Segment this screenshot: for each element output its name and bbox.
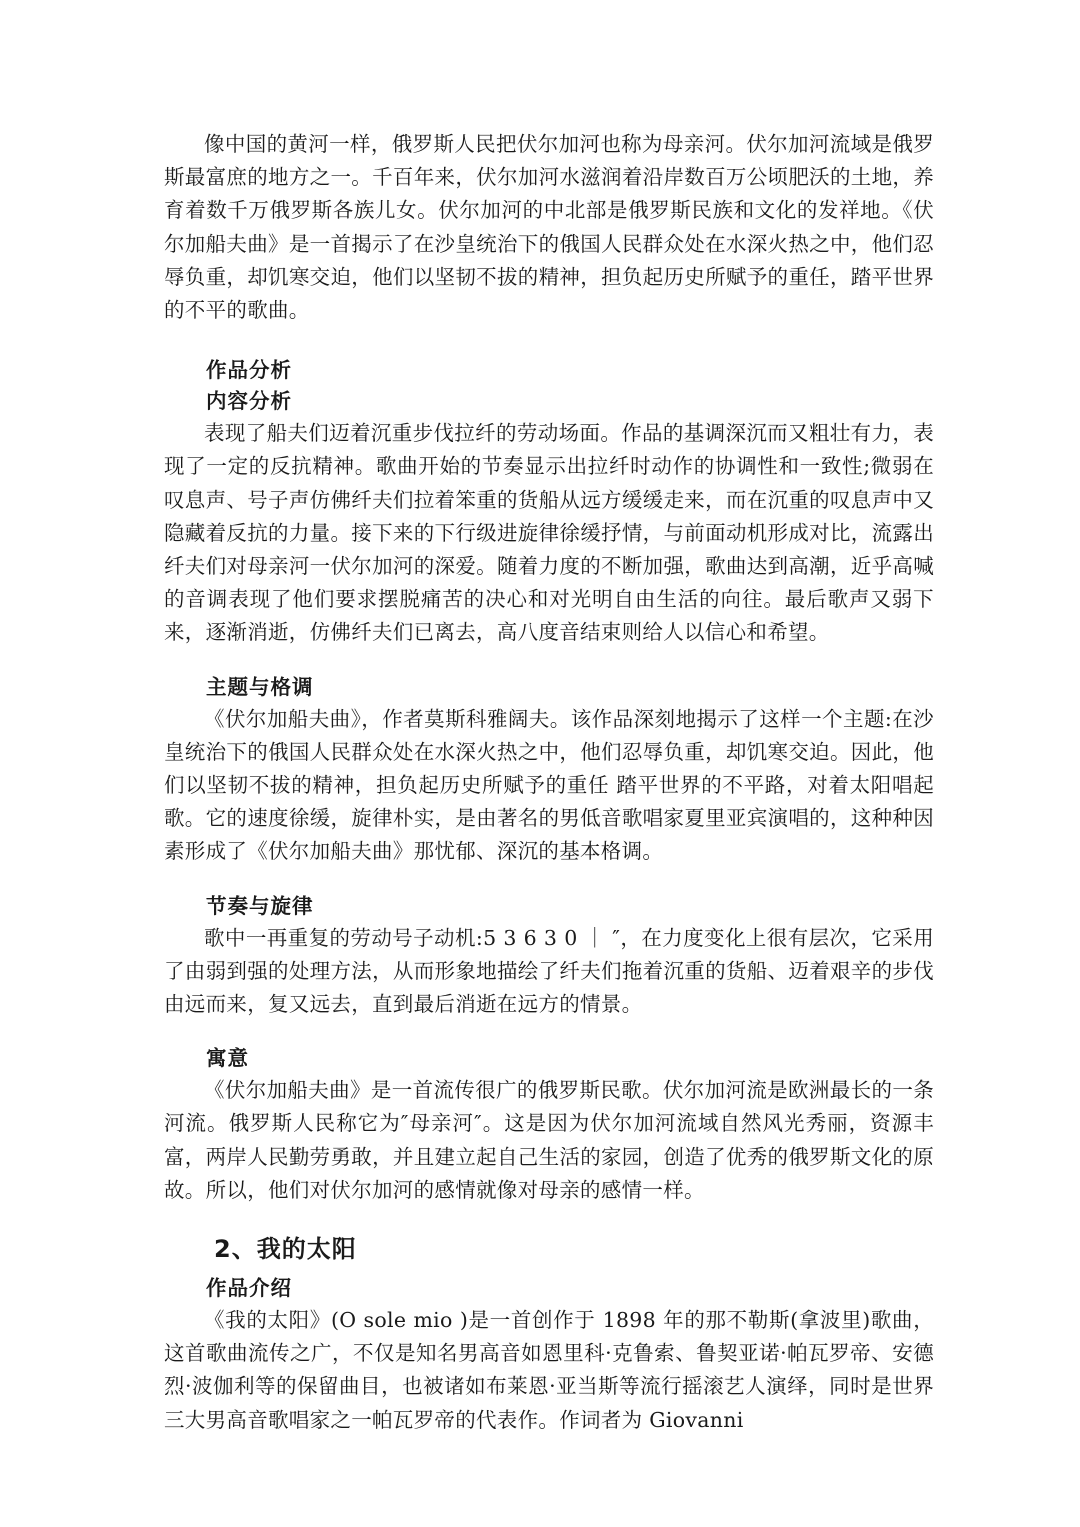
theme-heading: 主题与格调	[206, 674, 314, 699]
document-page	[164, 128, 934, 1437]
work-intro-paragraph: 《我的太阳》(O sole mio )是一首创作于 1898 年的那不勒斯(拿波里)歌曲，这首歌曲流传之广，不仅是知名男高音如恩里科·克鲁索、鲁契亚诺·帕瓦罗帝、安德烈·波伽利等的保留曲目，也被诸如布莱恩·亚当斯等流行摇滚艺人演绎，同时是世界三大男高音歌唱家之一帕瓦罗帝的代表作。作词者为 Giovanni	[164, 1308, 934, 1432]
theme-paragraph: 《伏尔加船夫曲》，作者莫斯科雅阔夫。该作品深刻地揭示了这样一个主题:在沙皇统治下的俄国人民群众处在水深火热之中，他们忍辱负重，却饥寒交迫。因此，他们以坚韧不拔的精神，担负起历史所赋予的重任 踏平世界的不平路，对着太阳唱起歌。它的速度徐缓，旋律朴实，是由著名的男低音歌唱家夏里亚宾演唱的，这种种因素形成了《伏尔加船夫曲》那忧郁、深沉的基本格调。	[164, 706, 934, 864]
work-intro-heading: 作品介绍	[206, 1276, 292, 1301]
content-analysis-paragraph: 表现了船夫们迈着沉重步伐拉纤的劳动场面。作品的基调深沉而又粗壮有力，表现了一定的反抗精神。歌曲开始的节奏显示出拉纤时动作的协调性和一致性;微弱在叹息声、号子声仿佛纤夫们拉着笨重的货船从远方缓缓走来，而在沉重的叹息声中又隐藏着反抗的力量。接下来的下行级进旋律徐缓抒情，与前面动机形成对比，流露出纤夫们对母亲河一伏尔加河的深爱。随着力度的不断加强，歌曲达到高潮，近乎高喊的音调表现了他们要求摆脱痛苦的决心和对光明自由生活的向往。最后歌声又弱下来，逐渐消逝，仿佛纤夫们已离去，高八度音结束则给人以信心和希望。	[164, 421, 934, 645]
section-title: 2、我的太阳	[214, 1235, 357, 1264]
work-analysis-heading: 作品分析	[206, 358, 292, 383]
rhythm-paragraph: 歌中一再重复的劳动号子动机:5 3 6 3 0 ｜ ″，在力度变化上很有层次，它采用了由弱到强的处理方法，从而形象地描绘了纤夫们拖着沉重的货船、迈着艰辛的步伐由远而来，复又远去，直到最后消逝在远方的情景。	[164, 925, 934, 1017]
content-analysis-heading: 内容分析	[206, 389, 292, 414]
intro-paragraph: 像中国的黄河一样，俄罗斯人民把伏尔加河也称为母亲河。伏尔加河流域是俄罗斯最富庶的地方之一。千百年来，伏尔加河水滋润着沿岸数百万公顷肥沃的土地，养育着数千万俄罗斯各族儿女。伏尔加河的中北部是俄罗斯民族和文化的发祥地。《伏尔加船夫曲》是一首揭示了在沙皇统治下的俄国人民群众处在水深火热之中，他们忍辱负重，却饥寒交迫，他们以坚韧不拔的精神，担负起历史所赋予的重任，踏平世界的不平的歌曲。	[164, 132, 934, 323]
meaning-paragraph: 《伏尔加船夫曲》是一首流传很广的俄罗斯民歌。伏尔加河流是欧洲最长的一条河流。俄罗斯人民称它为″母亲河″。这是因为伏尔加河流域自然风光秀丽，资源丰富，两岸人民勤劳勇敢，并且建立起自己生活的家园，创造了优秀的俄罗斯文化的原故。所以，他们对伏尔加河的感情就像对母亲的感情一样。	[164, 1078, 934, 1202]
rhythm-heading: 节奏与旋律	[206, 893, 314, 918]
meaning-heading: 寓意	[206, 1046, 249, 1071]
